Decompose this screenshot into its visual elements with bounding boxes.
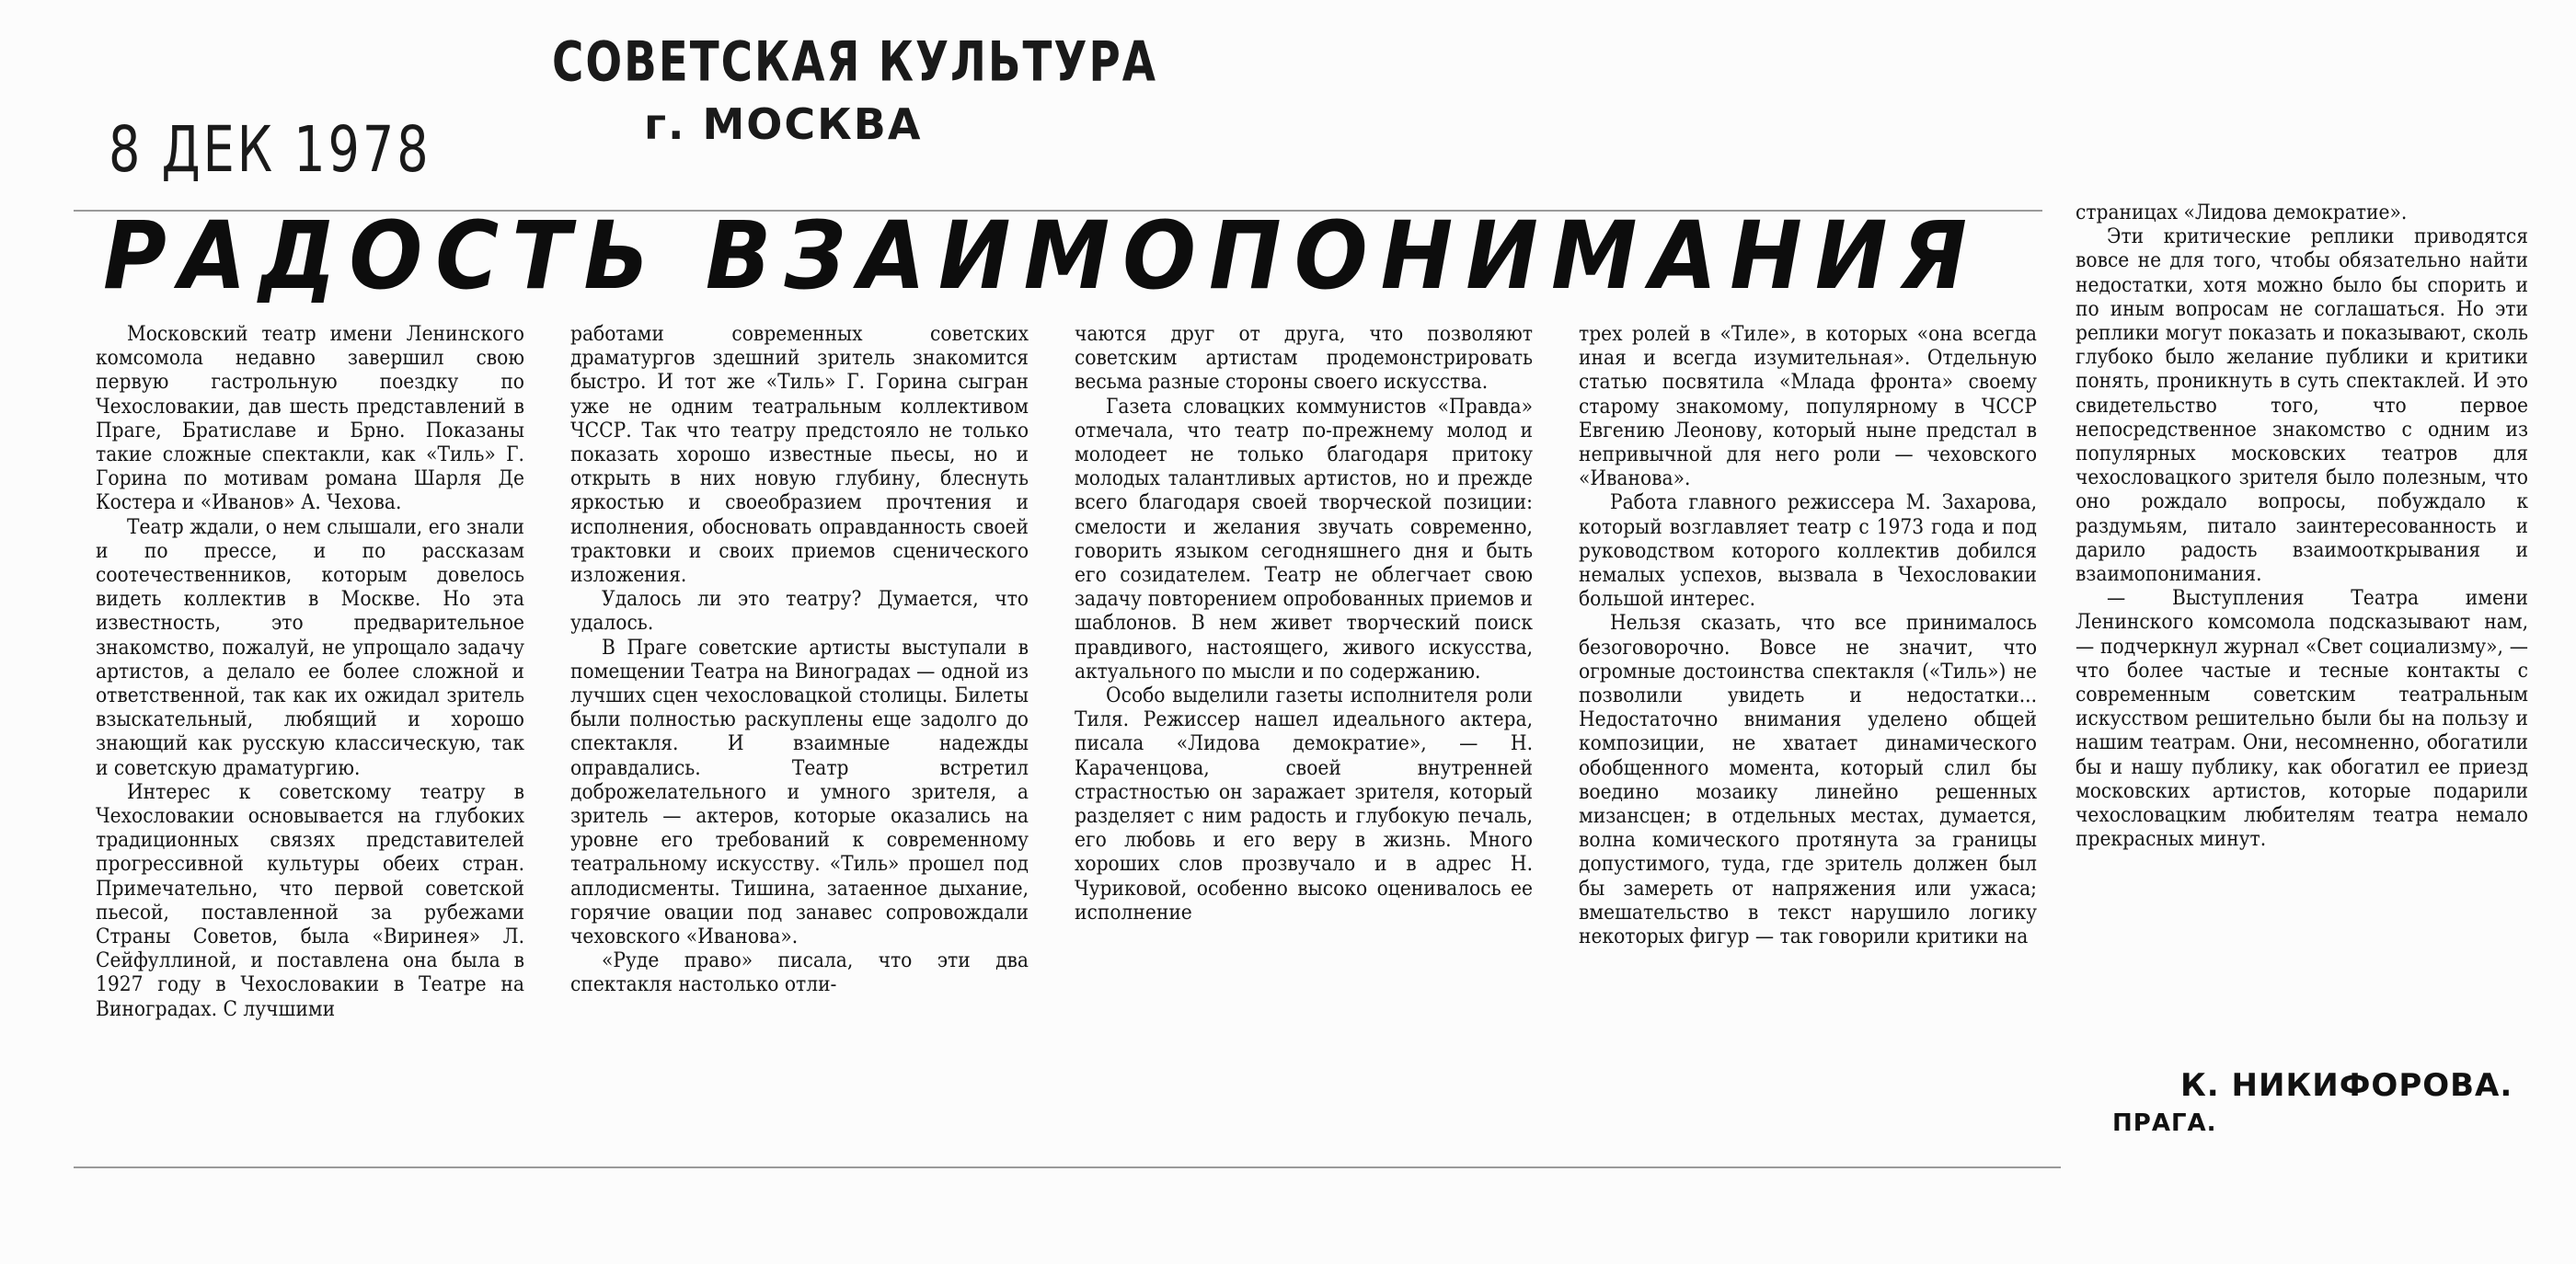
paragraph: Нельзя сказать, что все принималось безоговорочно. Вовсе не значит, что огромные достоинства спектакля («Тиль») не позволили увидеть и недостатки... Недостаточно внимания уделено общей композиции, не хватает динамического обобщенного момента, который слил бы воедино мозаику линейно решенных мизансцен; в отдельных местах, думается, волна комического протянута за границы допустимого, туда, где зритель должен был бы замереть от напряжения или ужаса; вмешательство в текст нарушило логику некоторых фигур — так говорили критики на xyxy=(1579,611,2037,949)
paragraph: Особо выделили газеты исполнителя роли Тиля. Режиссер нашел идеального актера, писала «Лидова демократие», — Н. Караченцова, своей внутренней страстностью он заражает зрителя, который разделяет с ним радость и глубокую печаль, его любовь и его веру в жизнь. Много хороших слов прозвучало и в адрес Н. Чуриковой, особенно высоко оценивалось ее исполнение xyxy=(1075,684,1533,925)
paragraph: Интерес к советскому театру в Чехословакии основывается на глубоких традиционных связях представителей прогрессивной культуры обеих стран. Примечательно, что первой советской пьесой, поставленной за рубежами Страны Советов, была «Виринея» Л. Сейфуллиной, и поставлена она была в 1927 году в Чехословакии в Театре на Виноградах. С лучшими xyxy=(96,779,524,1021)
paragraph: — Выступления Театра имени Ленинского комсомола подсказывают нам, — подчеркнул журнал «Свет социализму», — что более частые и тесные контакты с современным советским театральным искусством решительно были бы на пользу и нашим театрам. Они, несомненно, обогатили бы и нашу публику, как обогатил ее приезд московских артистов, которые подарили чехословацким любителям театра немало прекрасных минут. xyxy=(2076,586,2528,852)
article-column-2 xyxy=(570,322,1029,1150)
paragraph: Театр ждали, о нем слышали, его знали и по прессе, и по рассказам соотечественников, которым довелось видеть коллектив в Москве. Но эта известность, это предварительное знакомство, пожалуй, не упрощало задачу артистов, а делало ее более сложной и ответственной, так как их ожидал зритель взыскательный, любящий и хорошо знающий как русскую классическую, так и советскую драматургию. xyxy=(96,514,524,780)
paragraph: работами современных советских драматургов здешний зритель знакомится быстро. И тот же «Тиль» Г. Горина сыгран уже не одним театральным коллективом ЧССР. Так что театру предстояло не только показать хорошо известные пьесы, но и открыть в них новую глубину, блеснуть яркостью и своеобразием прочтения и исполнения, обосновать оправданность своей трактовки и своих приемов сценического изложения. xyxy=(570,322,1029,588)
dateline-place: ПРАГА. xyxy=(2112,1109,2217,1137)
paragraph: Удалось ли это театру? Думается, что удалось. xyxy=(570,587,1029,636)
article-column-1 xyxy=(96,322,524,1150)
paragraph: «Руде право» писала, что эти два спектакля настолько отли- xyxy=(570,948,1029,997)
paragraph: Работа главного режиссера М. Захарова, который возглавляет театр с 1973 года и под руководством которого коллектив добился немалых успехов, вызвала в Чехословакии большой интерес. xyxy=(1579,490,2037,612)
paragraph: В Праге советские артисты выступали в помещении Театра на Виноградах — одной из лучших сцен чехословацкой столицы. Билеты были полностью раскуплены еще задолго до спектакля. И взаимные надежды оправдались. Театр встретил доброжелательного и умного зрителя, а зритель — актеров, которые оказались на уровне его требований к современному театральному искусству. «Тиль» прошел под аплодисменты. Тишина, затаенное дыхание, горячие овации под занавес сопровождали чеховского «Иванова». xyxy=(570,635,1029,949)
city-stamp: г. МОСКВА xyxy=(644,99,923,149)
paragraph: трех ролей в «Тиле», в которых «она всегда иная и всегда изумительная». Отдельную статью посвятила «Млада фронта» своему старому знакомому, популярному в ЧССР Евгению Леонову, который ныне предстал в непривычной для него роли — чеховского «Иванова». xyxy=(1579,322,2037,491)
newspaper-name-stamp: СОВЕТСКАЯ КУЛЬТУРА xyxy=(552,30,1157,95)
author-byline: К. НИКИФОРОВА. xyxy=(2180,1067,2513,1104)
article-column-4 xyxy=(1579,322,2037,1150)
footer-rule xyxy=(74,1166,2061,1168)
paragraph: Эти критические реплики приводятся вовсе не для того, чтобы обязательно найти недостатки, хотя можно было бы спорить и по иным вопросам не соглашаться. Но эти реплики могут показать и показывают, сколь глубоко было желание публики и критики понять, проникнуть в суть спектаклей. И это свидетельство того, что первое непосредственное знакомство с одним из популярных московских театров для чехословацкого зрителя было полезным, что оно рождало вопросы, побуждало к раздумьям, питало заинтересованность и дарило радость взаимооткрывания и взаимопонимания. xyxy=(2076,224,2528,587)
article-column-3 xyxy=(1075,322,1533,1150)
date-stamp: 8 ДЕК 1978 xyxy=(109,112,431,188)
paragraph: чаются друг от друга, что позволяют советским артистам продемонстрировать весьма разные стороны своего искусства. xyxy=(1075,322,1533,395)
article-headline: РАДОСТЬ ВЗАИМОПОНИМАНИЯ xyxy=(103,202,1980,311)
paragraph: Московский театр имени Ленинского комсомола недавно завершил свою первую гастрольную поездку по Чехословакии, дав шесть представлений в Праге, Братиславе и Брно. Показаны такие сложные спектакли, как «Тиль» Г. Горина по мотивам романа Шарля Де Костера и «Иванов» А. Чехова. xyxy=(96,322,524,515)
article-column-5 xyxy=(2076,201,2528,1054)
paragraph: страницах «Лидова демократие». xyxy=(2076,201,2408,224)
paragraph: Газета словацких коммунистов «Правда» отмечала, что театр по-прежнему молод и молодеет не только благодаря притоку молодых талантливых артистов, но и прежде всего благодаря своей творческой позиции: смелости и желания звучать современно, говорить языком сегодняшнего дня и быть его созидателем. Театр не облегчает свою задачу повторением опробованных приемов и шаблонов. В нем живет творческий поиск правдивого, настоящего, живого искусства, актуального по мысли и по содержанию. xyxy=(1075,394,1533,684)
